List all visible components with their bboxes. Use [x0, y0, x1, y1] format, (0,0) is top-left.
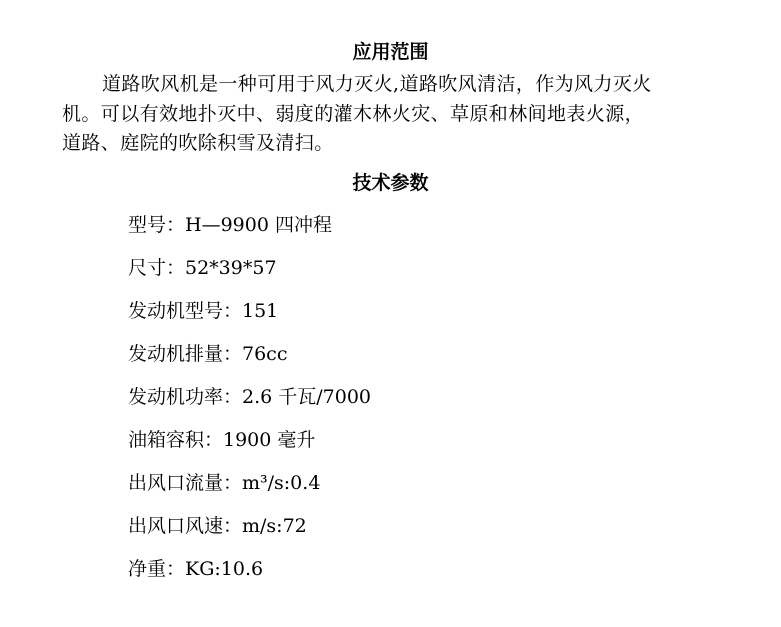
spec-outlet-speed: 出风口风速：m/s:72 [128, 515, 307, 537]
spec-engine-model: 发动机型号：151 [128, 300, 279, 322]
intro-paragraph [62, 70, 722, 159]
section-title-technical-parameters: 技术参数 [352, 172, 429, 194]
spec-engine-power: 发动机功率：2.6 千瓦/7000 [128, 386, 372, 408]
intro-line: 机。可以有效地扑灭中、弱度的灌木林火灾、草原和林间地表火源， [62, 102, 645, 125]
spec-net-weight: 净重：KG:10.6 [128, 558, 264, 580]
spec-fuel-tank-capacity: 油箱容积：1900 毫升 [128, 429, 316, 451]
section-title-application-scope: 应用范围 [352, 41, 429, 63]
intro-line: 道路吹风机是一种可用于风力灭火,道路吹风清洁，作为风力灭火 [102, 73, 652, 95]
spec-outlet-flow: 出风口流量：m³/s:0.4 [128, 472, 321, 494]
spec-engine-displacement: 发动机排量：76cc [128, 343, 288, 365]
spec-model: 型号：H—9900 四冲程 [128, 214, 332, 236]
spec-list [128, 208, 728, 595]
spec-dimensions: 尺寸：52*39*57 [128, 257, 277, 279]
intro-line: 道路、庭院的吹除积雪及清扫。 [62, 132, 334, 154]
